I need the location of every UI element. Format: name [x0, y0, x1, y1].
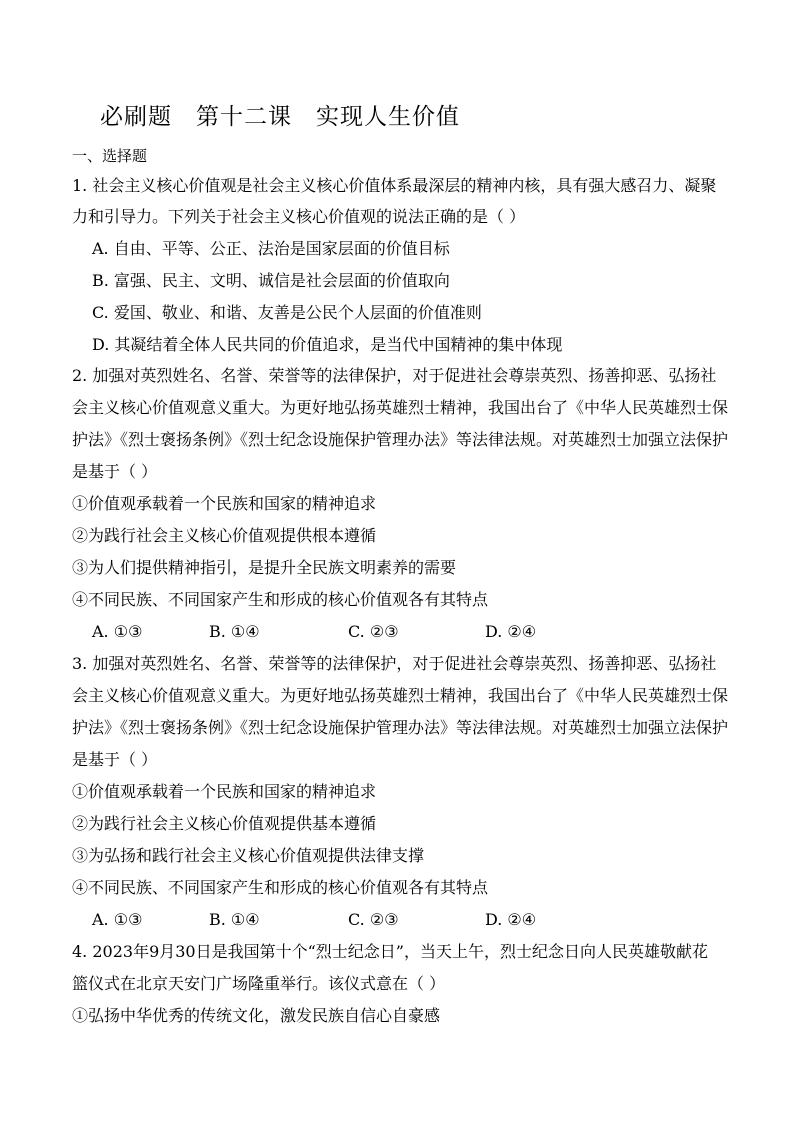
q1-option-b: B. 富强、民主、文明、诚信是社会层面的价值取向 [92, 271, 450, 290]
q3-item-3: ③为弘扬和践行社会主义核心价值观提供法律支撑 [72, 846, 425, 865]
q4-item-1: ①弘扬中华优秀的传统文化，激发民族自信心自豪感 [72, 1006, 441, 1025]
q3-choice-d: D. ②④ [485, 910, 537, 929]
section-heading: 一、选择题 [72, 147, 148, 165]
q2-choice-a: A. ①③ [92, 622, 143, 641]
q2-choice-d: D. ②④ [485, 622, 537, 641]
q2-stem-line: 是基于（ ） [72, 462, 158, 481]
q2-item-2: ②为践行社会主义核心价值观提供根本遵循 [72, 526, 377, 545]
q2-stem-line: 会主义核心价值观意义重大。为更好地弘扬英雄烈士精神，我国出台了《中华人民英雄烈士保 [72, 398, 729, 417]
q1-option-d: D. 其凝结着全体人民共同的价值追求，是当代中国精神的集中体现 [92, 335, 563, 354]
q2-item-1: ①价值观承载着一个民族和国家的精神追求 [72, 494, 377, 513]
q4-stem-line: 篮仪式在北京天安门广场隆重举行。该仪式意在（ ） [72, 974, 446, 993]
q3-choice-c: C. ②③ [348, 910, 399, 929]
q2-stem-line: 护法》《烈士褒扬条例》《烈士纪念设施保护管理办法》等法律法规。对英雄烈士加强立法保护 [72, 430, 729, 449]
q4-stem-line: 4. 2023年9月30日是我国第十个“烈士纪念日”，当天上午，烈士纪念日向人民英雄敬献花 [72, 942, 708, 961]
page-title: 必刷题 第十二课 实现人生价值 [100, 104, 460, 130]
q3-item-2: ②为践行社会主义核心价值观提供基本遵循 [72, 814, 377, 833]
q3-item-1: ①价值观承载着一个民族和国家的精神追求 [72, 782, 377, 801]
q1-option-c: C. 爱国、敬业、和谐、友善是公民个人层面的价值准则 [92, 303, 482, 322]
q2-choice-b: B. ①④ [209, 622, 260, 641]
q2-item-3: ③为人们提供精神指引，是提升全民族文明素养的需要 [72, 558, 457, 577]
q2-choice-c: C. ②③ [348, 622, 399, 641]
q3-stem-line: 是基于（ ） [72, 750, 158, 769]
q1-option-a: A. 自由、平等、公正、法治是国家层面的价值目标 [92, 239, 450, 258]
q3-stem-line: 会主义核心价值观意义重大。为更好地弘扬英雄烈士精神，我国出台了《中华人民英雄烈士保 [72, 686, 729, 705]
q3-item-4: ④不同民族、不同国家产生和形成的核心价值观各有其特点 [72, 878, 489, 897]
q2-stem-line: 2. 加强对英烈姓名、名誉、荣誉等的法律保护，对于促进社会尊崇英烈、扬善抑恶、弘扬社 [72, 366, 717, 385]
q3-stem-line: 护法》《烈士褒扬条例》《烈士纪念设施保护管理办法》等法律法规。对英雄烈士加强立法保护 [72, 718, 729, 737]
q3-choice-b: B. ①④ [209, 910, 260, 929]
q3-choice-a: A. ①③ [92, 910, 143, 929]
q1-stem-line: 1. 社会主义核心价值观是社会主义核心价值体系最深层的精神内核，具有强大感召力、凝聚 [72, 176, 717, 195]
q2-item-4: ④不同民族、不同国家产生和形成的核心价值观各有其特点 [72, 590, 489, 609]
q1-stem-line: 力和引导力。下列关于社会主义核心价值观的说法正确的是（ ） [72, 207, 526, 226]
q3-stem-line: 3. 加强对英烈姓名、名誉、荣誉等的法律保护，对于促进社会尊崇英烈、扬善抑恶、弘扬社 [72, 654, 717, 673]
